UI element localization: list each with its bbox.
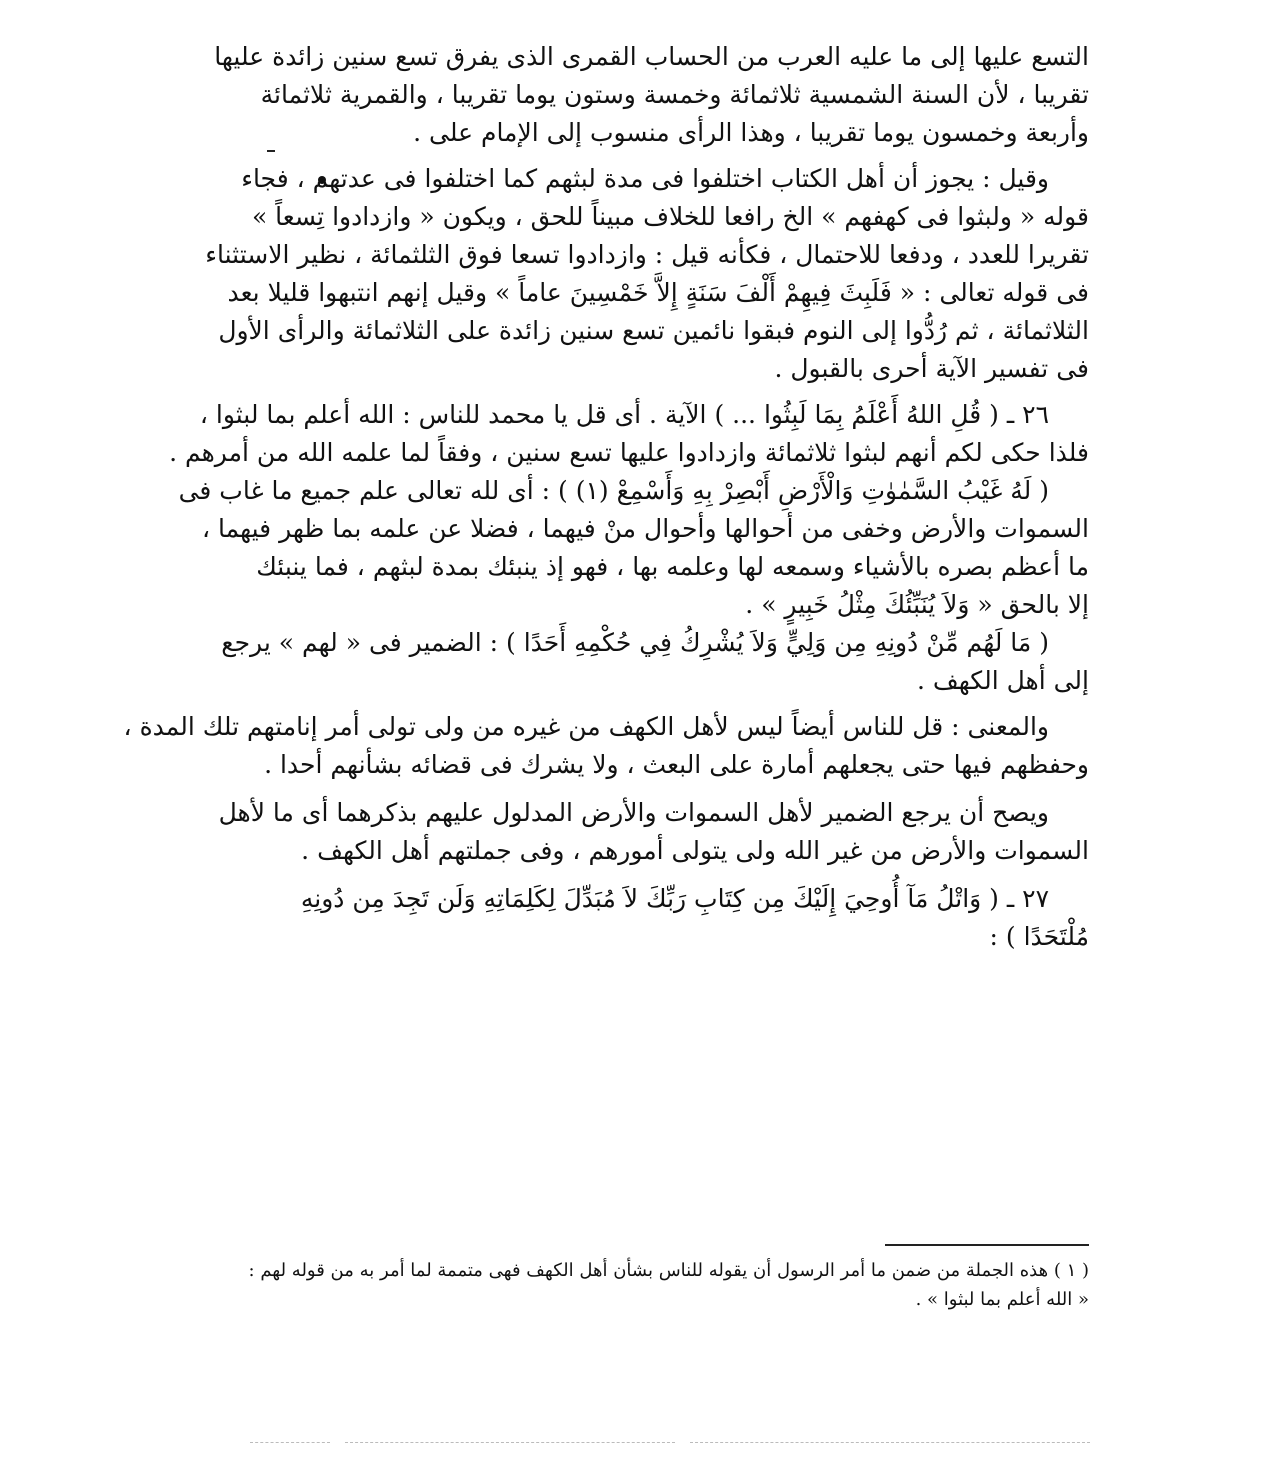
main-text — [123, 38, 1089, 956]
verse-quote-line: ( لَهُ غَيْبُ السَّمٰوٰتِ وَالْأَرْضِ أَبْصِرْ بِهِ وَأَسْمِعْ (١) ) : أى لله تعالى علم جميع ما غاب فى — [178, 476, 1049, 505]
text-line: فى قوله تعالى : « فَلَبِثَ فِيهِمْ أَلْفَ سَنَةٍ إِلاَّ خَمْسِينَ عاماً » وقيل إنهم انتبهوا قليلا بعد — [227, 278, 1089, 307]
text-line: وحفظهم فيها حتى يجعلهم أمارة على البعث ، ولا يشرك فى قضائه بشأنهم أحدا . — [264, 750, 1089, 779]
text-line: فى تفسير الآية أحرى بالقبول . — [774, 354, 1089, 383]
scan-artifact-line — [345, 1442, 675, 1443]
paragraph-first-line: وقيل : يجوز أن أهل الكتاب اختلفوا فى مدة لبثهم كما اختلفوا فى عدتهم ، فجاء — [241, 164, 1049, 193]
paragraph-first-line: والمعنى : قل للناس أيضاً ليس لأهل الكهف من غيره من ولى تولى أمر إنامتهم تلك المدة ، — [123, 712, 1049, 741]
footnote-divider — [885, 1244, 1089, 1246]
text-line: مُلْتَحَدًا ) : — [989, 922, 1089, 951]
footnote-line: ( ١ ) هذه الجملة من ضمن ما أمر الرسول أن يقوله للناس بشأن أهل الكهف فهى متممة لما أمر به من قوله لهم : — [248, 1260, 1089, 1281]
verse-27-line: ٢٧ ـ ( وَاتْلُ مَآ أُوحِيَ إِلَيْكَ مِن كِتَابِ رَبِّكَ لاَ مُبَدِّلَ لِكَلِمَاتِهِ وَلَن تَجِدَ مِن دُونِهِ — [300, 884, 1049, 913]
text-line: فلذا حكى لكم أنهم لبثوا ثلاثمائة وازدادوا عليها تسع سنين ، وفقاً لما علمه الله من أمرهم . — [169, 438, 1089, 467]
text-line: إلا بالحق « وَلاَ يُنَبِّئُكَ مِثْلُ خَبِيرٍ » . — [745, 590, 1089, 619]
text-line: ما أعظم بصره بالأشياء وسمعه لها وعلمه بها ، فهو إذ ينبئك بمدة لبثهم ، فما ينبئك — [256, 552, 1089, 581]
scan-artifact-line — [690, 1442, 1090, 1443]
footnote — [247, 1256, 1089, 1314]
text-line: وأربعة وخمسون يوما تقريبا ، وهذا الرأى منسوب إلى الإمام على . — [413, 118, 1089, 147]
footnote-line: « الله أعلم بما لبثوا » . — [915, 1289, 1089, 1310]
verse-quote-line: ( مَا لَهُم مِّنْ دُونِهِ مِن وَلِيٍّ وَلاَ يُشْرِكُ فِي حُكْمِهِ أَحَدًا ) : الضمير فى « لهم » يرجع — [221, 628, 1049, 657]
text-line: تقريبا ، لأن السنة الشمسية ثلاثمائة وخمسة وستون يوما تقريبا ، والقمرية ثلاثمائة — [260, 80, 1089, 109]
paragraph-first-line: ويصح أن يرجع الضمير لأهل السموات والأرض المدلول عليهم بذكرهما أى ما لأهل — [218, 798, 1049, 827]
scan-artifact-line — [250, 1442, 330, 1443]
text-line: الثلاثمائة ، ثم رُدُّوا إلى النوم فبقوا نائمين تسع سنين زائدة على الثلاثمائة والرأى الأول — [218, 316, 1089, 345]
text-line: قوله « ولبثوا فى كهفهم » الخ رافعا للخلاف مبيناً للحق ، ويكون « وازدادوا تِسعاً » — [251, 202, 1089, 231]
text-line: السموات والأرض وخفى من أحوالها وأحوال منْ فيهما ، فضلا عن علمه بما ظهر فيهما ، — [202, 514, 1089, 543]
text-line: إلى أهل الكهف . — [916, 666, 1089, 695]
verse-26-line: ٢٦ ـ ( قُلِ اللهُ أَعْلَمُ بِمَا لَبِثُوا ... ) الآية . أى قل يا محمد للناس : الله أعلم بما لبثوا ، — [199, 400, 1049, 429]
text-line: التسع عليها إلى ما عليه العرب من الحساب القمرى الذى يفرق تسع سنين زائدة عليها — [214, 42, 1089, 71]
text-line: السموات والأرض من غير الله ولى يتولى أمورهم ، وفى جملتهم أهل الكهف . — [301, 836, 1089, 865]
text-line: تقريرا للعدد ، ودفعا للاحتمال ، فكأنه قيل : وازدادوا تسعا فوق الثلثمائة ، نظير الاستثناء — [205, 240, 1089, 269]
